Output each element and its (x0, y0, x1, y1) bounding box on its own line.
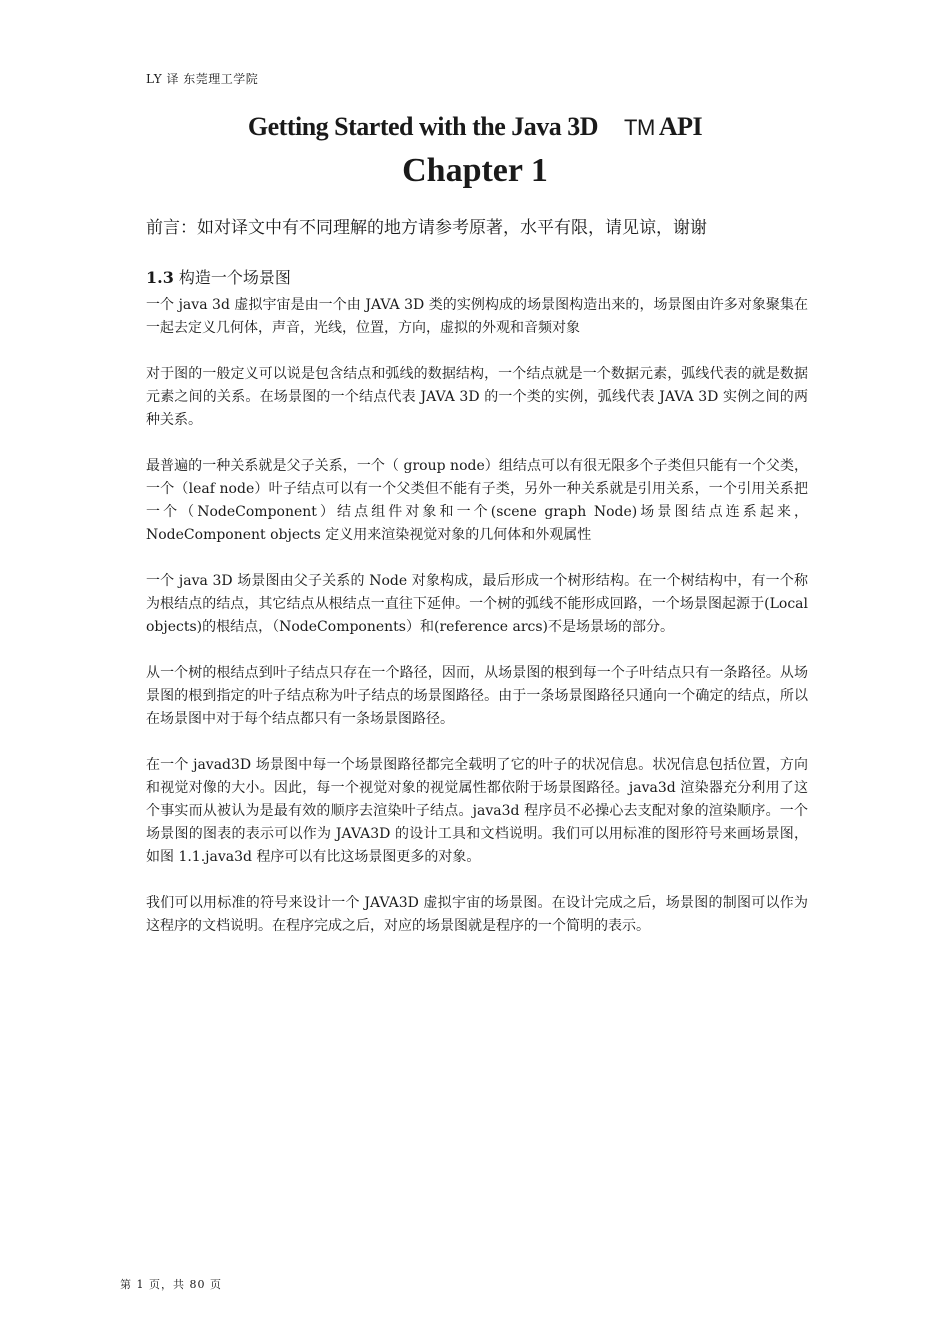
section-heading (146, 265, 291, 288)
paragraph: 从一个树的根结点到叶子结点只存在一个路径，因而，从场景图的根到每一个子叶结点只有一条路径。从场景图的根到指定的叶子结点称为叶子结点的场景图路径。由于一条场景图路径只通向一个确定的结点，所以在场景图中对于每个结点都只有一条场景图路径。 (146, 665, 808, 727)
paragraph: 一个 java 3D 场景图由父子关系的 Node 对象构成，最后形成一个树形结构。在一个树结构中，有一个称为根结点的结点，其它结点从根结点一直往下延伸。一个树的弧线不能形成回路，一个场景图起源于(Local objects)的根结点，（NodeComponents）和(reference arcs)不是场景场的部分。 (146, 573, 808, 635)
preface-text: 前言：如对译文中有不同理解的地方请参考原著，水平有限，请见谅，谢谢 (146, 218, 707, 238)
body-text (146, 294, 808, 961)
paragraph: 在一个 javad3D 场景图中每一个场景图路径都完全载明了它的叶子的状况信息。状况信息包括位置，方向和视觉对像的大小。因此，每一个视觉对象的视觉属性都依附于场景图路径。java3d 渲染器充分利用了这个事实而从被认为是最有效的顺序去渲染叶子结点。java3d 程序员不必操心去支配对象的渲染顺序。一个场景图的图表的表示可以作为 JAVA3D 的设计工具和文档说明。我们可以用标准的图形符号来画场景图，如图 1.1.java3d 程序可以有比这场景图更多的对象。 (146, 757, 808, 865)
paragraph: 最普遍的一种关系就是父子关系，一个（ group node）组结点可以有很无限多个子类但只能有一个父类，一个（leaf node）叶子结点可以有一个父类但不能有子类，另外一种关系就是引用关系，一个引用关系把一个（NodeComponent）结点组件对象和一个(scene graph Node)场景图结点连系起来，NodeComponent objects 定义用来渲染视觉对象的几何体和外观属性 (146, 458, 808, 543)
title-suffix: API (658, 112, 703, 141)
chapter-heading: Chapter 1 (402, 152, 548, 189)
section-number: 1.3 (146, 268, 174, 287)
paragraph: 我们可以用标准的符号来设计一个 JAVA3D 虚拟宇宙的场景图。在设计完成之后，场景图的制图可以作为这程序的文档说明。在程序完成之后，对应的场景图就是程序的一个简明的表示。 (146, 895, 808, 934)
page-header: LY 译 东莞理工学院 (146, 72, 259, 86)
title-main: Getting Started with the Java 3D (247, 112, 599, 141)
trademark-mark: TM (624, 115, 655, 140)
paragraph: 一个 java 3d 虚拟宇宙是由一个由 JAVA 3D 类的实例构成的场景图构造出来的，场景图由许多对象聚集在一起去定义几何体，声音，光线，位置，方向，虚拟的外观和音频对象 (146, 297, 808, 336)
paragraph: 对于图的一般定义可以说是包含结点和弧线的数据结构，一个结点就是一个数据元素，弧线代表的就是数据元素之间的关系。在场景图的一个结点代表 JAVA 3D 的一个类的实例，弧线代表 JAVA 3D 实例之间的两种关系。 (146, 366, 808, 428)
page-footer: 第 1 页，共 80 页 (120, 1278, 222, 1291)
section-title: 构造一个场景图 (173, 268, 291, 287)
document-title (0, 112, 950, 142)
